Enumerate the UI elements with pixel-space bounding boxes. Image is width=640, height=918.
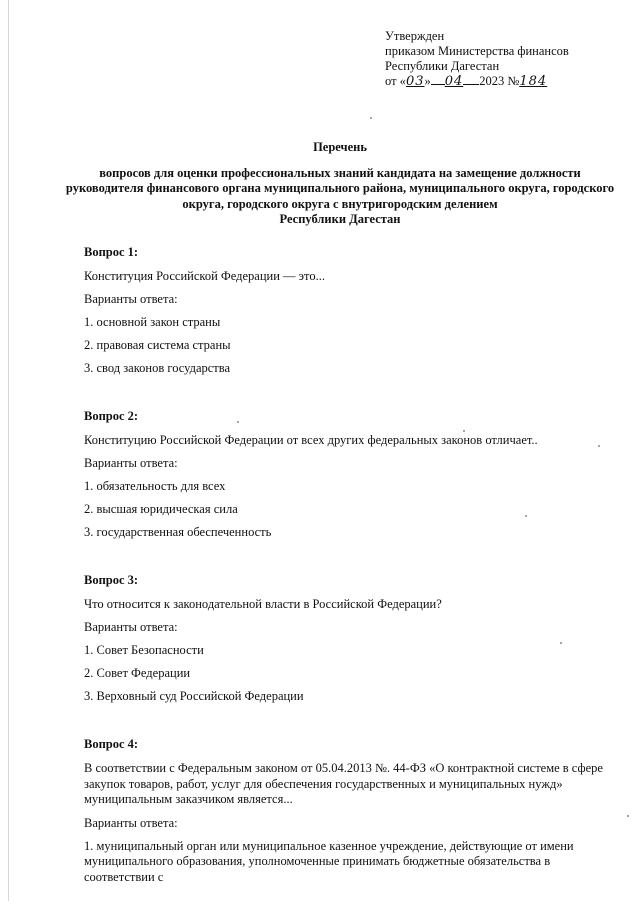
scan-speck: [370, 117, 372, 119]
answer-option: 1. обязательность для всех: [84, 479, 226, 493]
title-line-3: округа, городского округа с внутригородским делением: [182, 196, 498, 211]
date-mid: »: [424, 74, 431, 88]
document-title: [60, 140, 620, 228]
answer-option: 3. Верховный суд Российской Федерации: [84, 689, 304, 703]
approval-line-1: Утвержден: [385, 29, 445, 43]
scan-edge: [8, 0, 9, 901]
approval-line-2: приказом Министерства финансов: [385, 44, 569, 58]
title-line-4: Республики Дагестан: [279, 212, 401, 226]
question-title: Вопрос 1:: [84, 245, 139, 259]
question-text: [84, 761, 614, 808]
variants-label: Варианты ответа:: [84, 815, 178, 830]
answer-option-line: 1. муниципальный орган или муниципальное казенное учреждение, действующие от имени: [84, 838, 574, 853]
handwritten-day: 03: [405, 74, 425, 89]
approval-stamp: [385, 29, 569, 89]
answer-option: 1. основной закон страны: [84, 315, 221, 329]
approval-line-3: Республики Дагестан: [385, 59, 500, 73]
variants-label: Варианты ответа:: [84, 620, 178, 634]
answer-option: 2. Совет Федерации: [84, 666, 191, 680]
question-title: Вопрос 4:: [84, 737, 139, 751]
scan-speck: [627, 815, 629, 817]
answer-option: [84, 839, 614, 886]
scan-speck: [560, 642, 562, 644]
date-year: 2023 №: [479, 74, 520, 88]
answer-option-line: муниципального образования, уполномоченные принимать бюджетные обязательства в соответствии с: [84, 854, 551, 884]
title-heading: Перечень: [313, 140, 367, 154]
question-2: [84, 409, 614, 540]
question-text: Конституцию Российской Федерации от всех других федеральных законов отличает..: [84, 433, 538, 447]
question-text-line: закупок товаров, работ, услуг для обеспечения государственных и муниципальных нужд»: [84, 776, 563, 791]
title-line-2: руководителя финансового органа муниципального района, муниципального округа, городского: [65, 181, 615, 195]
scan-speck: [237, 421, 239, 423]
handwritten-number: 184: [519, 74, 548, 89]
question-1: [84, 245, 614, 376]
handwritten-month: 04: [444, 74, 464, 89]
question-text: Что относится к законодательной власти в Российской Федерации?: [84, 597, 442, 611]
approval-date: [385, 74, 569, 89]
question-text-line: муниципальным заказчиком является...: [84, 792, 293, 806]
question-4: [84, 737, 614, 885]
question-title: Вопрос 3:: [84, 573, 139, 587]
questions-list: [84, 245, 614, 918]
title-line-1: вопросов для оценки профессиональных знаний кандидата на замещение должности: [99, 165, 581, 180]
date-prefix: от «: [385, 74, 406, 88]
answer-option: 2. правовая система страны: [84, 338, 231, 352]
question-text-line: В соответствии с Федеральным законом от 05.04.2013 №. 44-ФЗ «О контрактной системе в сфере: [84, 761, 603, 775]
scan-speck: [463, 430, 465, 432]
variants-label: Варианты ответа:: [84, 292, 178, 306]
answer-option: 2. высшая юридическая сила: [84, 502, 238, 516]
scan-speck: [598, 445, 600, 447]
answer-option: 3. свод законов государства: [84, 361, 231, 375]
answer-option: 3. государственная обеспеченность: [84, 525, 272, 539]
question-title: Вопрос 2:: [84, 409, 139, 423]
answer-option: 1. Совет Безопасности: [84, 643, 204, 657]
question-text: Конституция Российской Федерации — это...: [84, 269, 325, 283]
question-3: [84, 573, 614, 704]
variants-label: Варианты ответа:: [84, 456, 178, 470]
scan-speck: [525, 515, 527, 517]
